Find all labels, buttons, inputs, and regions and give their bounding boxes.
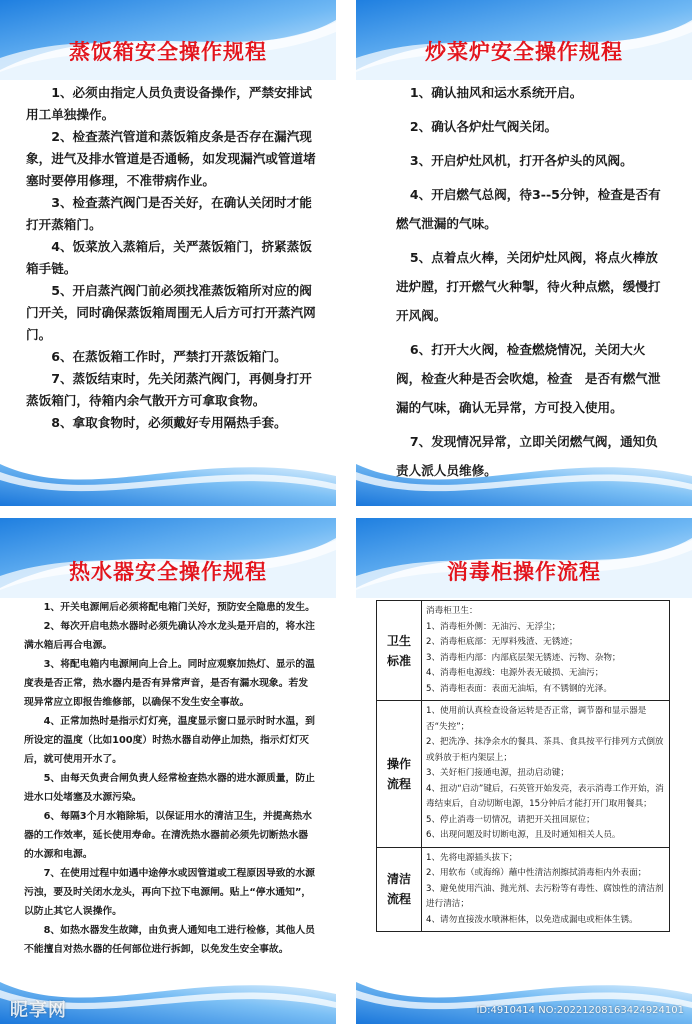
row-content [422, 601, 670, 701]
rule-item: 3、将配电箱内电源闸向上合上。同时应观察加热灯、显示的温度表是否正常，热水器内是否有异常声音，是否有漏水现象。若发现异常应立即报告维修部，以确保不发生安全事故。 [24, 659, 315, 708]
rule-item: 1、确认抽风和运水系统开启。 [409, 85, 583, 100]
list-item: 5、消毒柜表面：表面无油垢，有不锈钢的光泽。 [426, 683, 612, 694]
list-item: 4、消毒柜电源线：电源外表无破损、无油污； [426, 668, 604, 678]
row-header [377, 601, 422, 701]
row-header [377, 701, 422, 848]
list-item: 3、避免使用汽油、抛光剂、去污粉等有毒性、腐蚀性的清洁剂进行清洁； [426, 883, 664, 909]
rule-item: 2、检查蒸汽管道和蒸饭箱皮条是否存在漏汽现象，进气及排水管道是否通畅，如发现漏汽或管道堵塞时要停用修理，不准带病作业。 [26, 129, 316, 188]
list-item: 1、消毒柜外侧：无油污、无浮尘； [426, 621, 561, 632]
rule-item: 6、每隔3个月水箱除垢，以保证用水的清洁卫生，并提高热水器的工作效率，延长使用寿命。在清洗热水器前必须先切断热水器的水源和电源。 [24, 811, 312, 860]
rule-item: 2、确认各炉灶气阀关闭。 [409, 119, 558, 134]
rule-item: 4、正常加热时是指示灯灯亮，温度显示窗口显示时时水温，到所设定的温度（比如100度）时热水器自动停止加热，指示灯灯灭后，就可使用开水了。 [24, 716, 315, 765]
list-item: 1、先将电源插头拔下； [426, 852, 518, 863]
list-item: 3、消毒柜内部：内部底层架无锈迹、污物、杂物； [426, 652, 621, 663]
rule-item: 6、打开大火阀，检查燃烧情况，关闭大火阀，检查火种是否会吹熄，检查 是否有燃气泄漏的气味，确认无异常，方可投入使用。 [396, 342, 661, 415]
bottom-wave-decoration [0, 446, 336, 506]
list-item: 6、出现问题及时切断电源，且及时通知相关人员。 [426, 830, 621, 840]
rules-list [24, 598, 316, 959]
rule-item: 7、蒸饭结束时，先关闭蒸汽阀门，再侧身打开蒸饭箱门，待箱内余气散开方可拿取食物。 [26, 371, 312, 408]
row-content [422, 847, 670, 932]
list-item: 5、停止消毒一切情况，请把开关扭回原位； [426, 814, 595, 825]
row-header [377, 847, 422, 932]
rule-item: 4、开启燃气总阀，待3--5分钟，检查是否有燃气泄漏的气味。 [396, 187, 661, 231]
rule-item: 4、饭菜放入蒸箱后，关严蒸饭箱门，挤紧蒸饭箱手链。 [26, 239, 312, 276]
stove-rules-panel [356, 0, 692, 506]
rule-item: 3、开启炉灶风机，打开各炉头的风阀。 [409, 153, 633, 168]
row-header-label: 操作 流程 [386, 756, 411, 791]
list-item: 2、用软布（或海绵）蘸中性清洁剂擦拭消毒柜内外表面； [426, 868, 647, 878]
watermark-id: ID:4910414 NO:20221208163424924101 [476, 1005, 684, 1016]
bottom-wave-decoration [356, 446, 692, 506]
row-header-label: 卫生 标准 [386, 633, 411, 668]
list-item: 2、消毒柜底部：无厚料残渣、无锈迹； [426, 637, 578, 647]
list-item: 2、把洗净、抹净余水的餐具、茶具、食具按平行排列方式倒放或斜放于柜内架层上； [426, 737, 664, 763]
rule-item: 5、开启蒸汽阀门前必须找准蒸饭箱所对应的阀门开关，同时确保蒸饭箱周围无人后方可打开蒸汽网门。 [26, 283, 316, 342]
list-item: 1、使用前认真检查设备运转是否正常，调节器和显示器是否“失控”； [426, 706, 647, 732]
table-row [377, 701, 670, 848]
list-item: 消毒柜卫生： [426, 606, 478, 616]
list-item: 4、扭动“启动”键后，石英管开始发亮，表示消毒工作开始，消毒结束后，自动切断电源，15分钟后才能打开门取用餐具； [426, 783, 664, 809]
panel-title: 消毒柜操作流程 [447, 560, 601, 584]
rule-item: 1、必须由指定人员负责设备操作，严禁安排试用工单独操作。 [26, 85, 312, 122]
process-table [376, 600, 670, 932]
rule-item: 5、由每天负责合闸负责人经常检查热水器的进水源质量，防止进水口处堵塞及水源污染。 [24, 773, 315, 803]
rule-item: 3、检查蒸汽阀门是否关好，在确认关闭时才能打开蒸箱门。 [26, 195, 312, 232]
heater-rules-panel [0, 518, 336, 1024]
rule-item: 8、如热水器发生故障，由负责人通知电工进行检修，其他人员不能擅自对热水器的任何部位进行拆卸，以免发生安全事故。 [24, 925, 315, 955]
rule-item: 6、在蒸饭箱工作时，严禁打开蒸饭箱门。 [51, 349, 287, 364]
row-header-label: 清洁 流程 [386, 872, 411, 907]
panel-title: 炒菜炉安全操作规程 [425, 40, 623, 64]
rules-list [26, 82, 316, 434]
rule-item: 7、在使用过程中如遇中途停水或因管道或工程原因导致的水源污浊，要及时关闭水龙头，再向下拉下电源闸。贴上“停水通知”，以防止其它人误操作。 [24, 868, 315, 917]
row-content [422, 701, 670, 848]
watermark-site: 昵享网 [10, 1000, 67, 1021]
list-item: 3、关好柜门接通电源，扭动启动键； [426, 768, 569, 778]
sterilizer-process-panel [356, 518, 692, 1024]
rule-item: 7、发现情况异常，立即关闭燃气阀，通知负责人派人员维修。 [396, 434, 658, 478]
rules-list [396, 78, 670, 490]
panel-title: 蒸饭箱安全操作规程 [69, 40, 267, 64]
table-row [377, 601, 670, 701]
rule-item: 8、拿取食物时，必须戴好专用隔热手套。 [51, 415, 287, 430]
rule-item: 5、点着点火棒，关闭炉灶风阀，将点火棒放进炉膛，打开燃气火种掣，待火种点燃，缓慢打开风阀。 [396, 250, 661, 323]
panel-title: 热水器安全操作规程 [69, 560, 267, 584]
steamer-rules-panel [0, 0, 336, 506]
table-row [377, 847, 670, 932]
rule-item: 1、开关电源闸后必须将配电箱门关好，预防安全隐患的发生。 [43, 602, 315, 613]
rule-item: 2、每次开启电热水器时必须先确认冷水龙头是开启的，将水注满水箱后再合电源。 [24, 621, 315, 651]
list-item: 4、请勿直接泼水喷淋柜体，以免造成漏电或柜体生锈。 [426, 914, 638, 925]
